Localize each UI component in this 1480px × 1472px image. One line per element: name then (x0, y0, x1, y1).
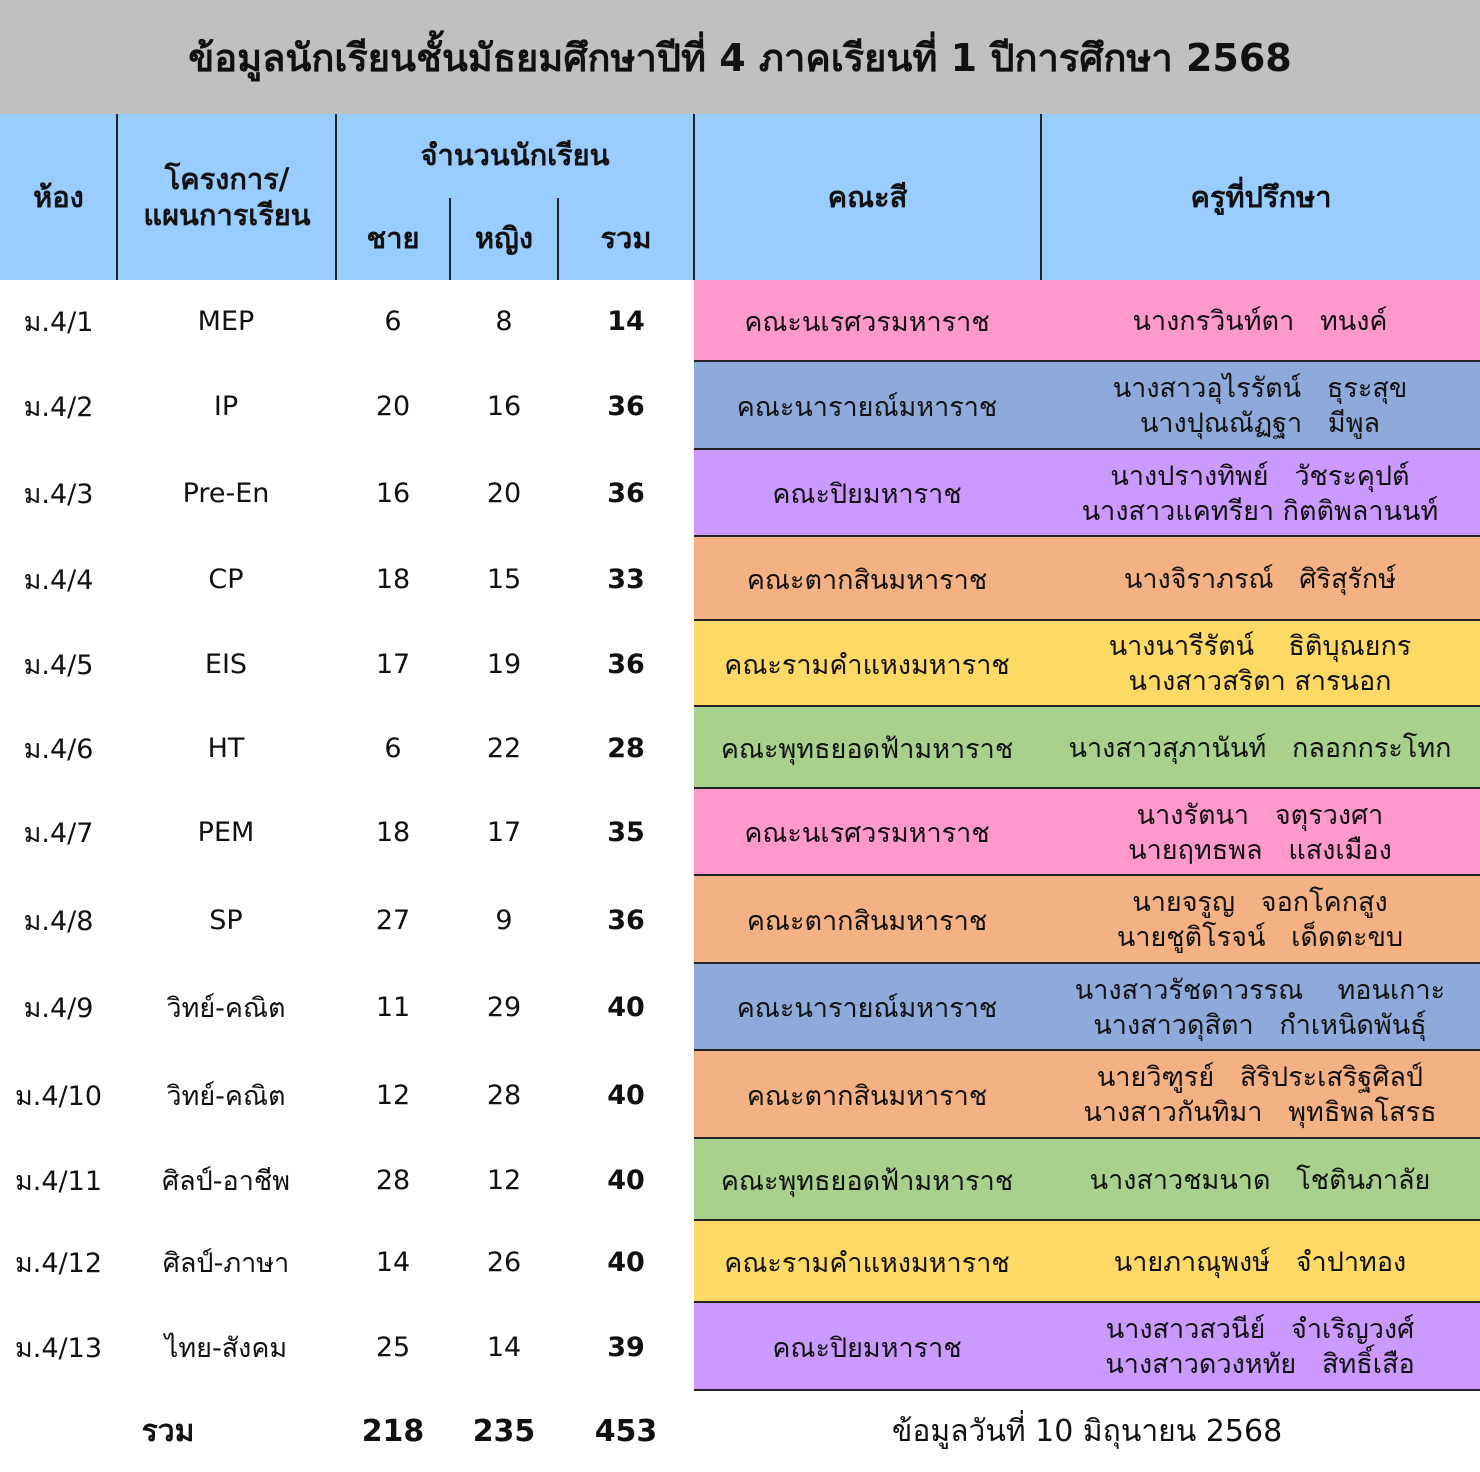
room-cell: ม.4/4 (23, 564, 94, 596)
advisor-cell (1040, 450, 1480, 537)
male-count-cell: 14 (375, 1246, 411, 1278)
house-cell: คณะนารายณ์มหาราช (736, 391, 998, 423)
total-count-cell: 39 (607, 1331, 645, 1363)
program-cell: MEP (197, 305, 255, 337)
house-cell: คณะปิยมหาราช (772, 1332, 962, 1364)
header-program-line1: โครงการ/ (164, 162, 290, 196)
room-cell: ม.4/13 (14, 1332, 102, 1364)
program-cell: Pre-En (182, 478, 270, 509)
house-cell: คณะพุทธยอดฟ้ามหาราช (720, 733, 1014, 765)
total-count-cell: 36 (607, 478, 645, 509)
room-cell: ม.4/9 (23, 993, 94, 1024)
room-cell: ม.4/1 (23, 306, 94, 338)
page-title: ข้อมูลนักเรียนชั้นมัธยมศึกษาปีที่ 4 ภาคเรียนที่ 1 ปีการศึกษา 2568 (0, 0, 1480, 114)
table-row (0, 876, 1480, 964)
advisor-name: นางสาวรัชดาวรรณ ทอนเกาะ (1074, 974, 1446, 1006)
advisor-cell (1040, 1139, 1480, 1221)
program-cell: วิทย์-คณิต (166, 1080, 286, 1112)
total-count-cell: 35 (607, 817, 645, 848)
advisor-name: นางนารีรัตน์ ธิติบุณยกร (1108, 631, 1412, 662)
female-count-cell: 14 (486, 1331, 522, 1363)
total-count-cell: 28 (607, 732, 645, 764)
male-count-cell: 6 (384, 732, 402, 764)
program-cell: PEM (197, 817, 255, 848)
advisor-name: นางสาวกันทิมา พุทธิพลโสรธ (1083, 1097, 1437, 1128)
table-row (0, 362, 1480, 450)
advisor-name: นางสาวอุไรรัตน์ ธุระสุข (1112, 373, 1408, 404)
header-advisor: ครูที่ปรึกษา (1190, 180, 1332, 214)
header-divider (335, 114, 337, 280)
female-count-cell: 16 (486, 390, 522, 422)
header-program-line2: แผนการเรียน (143, 198, 311, 232)
male-count-cell: 18 (375, 817, 411, 848)
advisor-name: นางปุณณัฏฐา มีพูล (1139, 408, 1381, 439)
advisor-name: นางสาวดวงหทัย สิทธิ์เสือ (1105, 1349, 1415, 1380)
house-cell: คณะรามคำแหงมหาราช (724, 1247, 1010, 1279)
total-count-cell: 36 (607, 648, 645, 680)
male-count-cell: 12 (375, 1079, 411, 1111)
table-row (0, 1303, 1480, 1391)
house-cell: คณะตากสินมหาราช (746, 1080, 988, 1112)
header-divider (116, 114, 118, 280)
header-students: จำนวนนักเรียน (420, 138, 610, 172)
room-cell: ม.4/2 (23, 391, 94, 423)
room-cell: ม.4/8 (23, 905, 94, 937)
header-male: ชาย (366, 221, 420, 255)
advisor-cell (1040, 537, 1480, 621)
advisor-name: นางสาวสริตา สารนอก (1128, 666, 1392, 697)
male-count-cell: 11 (375, 992, 411, 1023)
total-count-cell: 36 (607, 390, 645, 422)
house-cell: คณะตากสินมหาราช (746, 564, 988, 596)
program-cell: ศิลป์-ภาษา (162, 1247, 290, 1279)
program-cell: CP (208, 563, 244, 595)
female-count-cell: 22 (486, 732, 522, 764)
advisor-cell (1040, 707, 1480, 789)
advisor-name: นางรัตนา จตุรวงศา (1136, 799, 1384, 831)
total-count-cell: 40 (607, 1079, 645, 1111)
advisor-name: นางกรวินท์ตา ทนงค์ (1132, 305, 1388, 337)
footer-label: รวม (141, 1413, 195, 1449)
advisor-cell (1040, 1303, 1480, 1391)
header-divider (693, 114, 695, 280)
table-row (0, 1221, 1480, 1303)
program-cell: ศิลป์-อาชีพ (161, 1165, 291, 1197)
total-count-cell: 36 (607, 904, 645, 936)
advisor-name: นายวิฑูรย์ สิริประเสริฐศิลป์ (1096, 1062, 1424, 1093)
male-count-cell: 28 (375, 1164, 411, 1196)
advisor-name: นางสาวสวนีย์ จำเริญวงศ์ (1105, 1314, 1415, 1345)
female-count-cell: 28 (486, 1079, 522, 1111)
program-cell: วิทย์-คณิต (166, 993, 286, 1024)
table-footer (0, 1390, 1480, 1472)
program-cell: EIS (204, 648, 248, 680)
total-count-cell: 14 (607, 305, 645, 337)
female-count-cell: 9 (495, 904, 513, 936)
advisor-name: นายจรูญ จอกโคกสูง (1132, 887, 1388, 918)
male-count-cell: 17 (375, 648, 411, 680)
advisor-name: นายฤทธพล แสงเมือง (1128, 834, 1392, 866)
room-cell: ม.4/3 (23, 479, 94, 510)
advisor-cell (1040, 789, 1480, 876)
male-count-cell: 16 (375, 478, 411, 509)
table-header (0, 114, 1480, 280)
table-row (0, 1051, 1480, 1139)
advisor-name: นางสาวชมนาด โชตินภาลัย (1089, 1164, 1431, 1196)
room-cell: ม.4/11 (14, 1165, 102, 1197)
room-cell: ม.4/12 (14, 1247, 102, 1279)
room-cell: ม.4/10 (14, 1080, 102, 1112)
header-total: รวม (600, 221, 652, 255)
room-cell: ม.4/6 (23, 733, 94, 765)
advisor-name: นางสาวแคทรียา กิตติพลานนท์ (1081, 495, 1439, 527)
house-cell: คณะพุทธยอดฟ้ามหาราช (720, 1165, 1014, 1197)
footer-grand-total: 453 (594, 1413, 658, 1449)
male-count-cell: 27 (375, 904, 411, 936)
female-count-cell: 20 (486, 478, 522, 509)
header-house: คณะสี (827, 180, 908, 214)
total-count-cell: 33 (607, 563, 645, 595)
house-cell: คณะตากสินมหาราช (746, 905, 988, 937)
header-program (119, 114, 335, 280)
male-count-cell: 6 (384, 305, 402, 337)
advisor-name: นางสาวสุภานันท์ กลอกกระโทก (1068, 732, 1452, 764)
total-count-cell: 40 (607, 992, 645, 1023)
header-divider (557, 198, 559, 280)
footer-female-total: 235 (472, 1413, 536, 1449)
room-cell: ม.4/7 (23, 818, 94, 849)
total-count-cell: 40 (607, 1164, 645, 1196)
advisor-cell (1040, 1221, 1480, 1303)
room-cell: ม.4/5 (23, 649, 94, 681)
house-cell: คณะนเรศวรมหาราช (744, 306, 990, 338)
table-row (0, 450, 1480, 537)
advisor-name: นายภาณุพงษ์ จำปาทอง (1113, 1246, 1407, 1278)
advisor-cell (1040, 964, 1480, 1051)
advisor-cell (1040, 876, 1480, 964)
male-count-cell: 25 (375, 1331, 411, 1363)
program-cell: ไทย-สังคม (164, 1332, 288, 1364)
data-date-note: ข้อมูลวันที่ 10 มิถุนายน 2568 (891, 1413, 1283, 1449)
advisor-name: นางปรางทิพย์ วัชระคุปต์ (1110, 460, 1410, 492)
header-female: หญิง (475, 221, 533, 255)
advisor-cell (1040, 621, 1480, 707)
female-count-cell: 17 (486, 817, 522, 848)
advisor-cell (1040, 1051, 1480, 1139)
table-row (0, 964, 1480, 1051)
advisor-cell (1040, 280, 1480, 362)
advisor-name: นางสาวดุสิตา กำเหนิดพันธุ์ (1093, 1009, 1427, 1041)
female-count-cell: 29 (486, 992, 522, 1023)
house-cell: คณะนารายณ์มหาราช (736, 993, 998, 1024)
header-room: ห้อง (33, 180, 84, 214)
female-count-cell: 19 (486, 648, 522, 680)
female-count-cell: 8 (495, 305, 513, 337)
table-row (0, 789, 1480, 876)
header-divider (449, 198, 451, 280)
table-row (0, 707, 1480, 789)
female-count-cell: 26 (486, 1246, 522, 1278)
footer-male-total: 218 (361, 1413, 425, 1449)
male-count-cell: 18 (375, 563, 411, 595)
advisor-name: นายชูติโรจน์ เด็ดตะขบ (1116, 922, 1404, 953)
advisor-name: นางจิราภรณ์ ศิริสุรักษ์ (1123, 563, 1397, 595)
female-count-cell: 12 (486, 1164, 522, 1196)
table-row (0, 1139, 1480, 1221)
house-cell: คณะรามคำแหงมหาราช (724, 649, 1010, 681)
house-cell: คณะปิยมหาราช (772, 479, 962, 510)
table-row (0, 537, 1480, 621)
header-divider (1040, 114, 1042, 280)
table-row (0, 621, 1480, 707)
table-row (0, 280, 1480, 362)
total-count-cell: 40 (607, 1246, 645, 1278)
program-cell: SP (209, 904, 243, 936)
program-cell: IP (213, 390, 239, 422)
program-cell: HT (207, 732, 245, 764)
advisor-cell (1040, 362, 1480, 450)
house-cell: คณะนเรศวรมหาราช (744, 818, 990, 849)
female-count-cell: 15 (486, 563, 522, 595)
male-count-cell: 20 (375, 390, 411, 422)
